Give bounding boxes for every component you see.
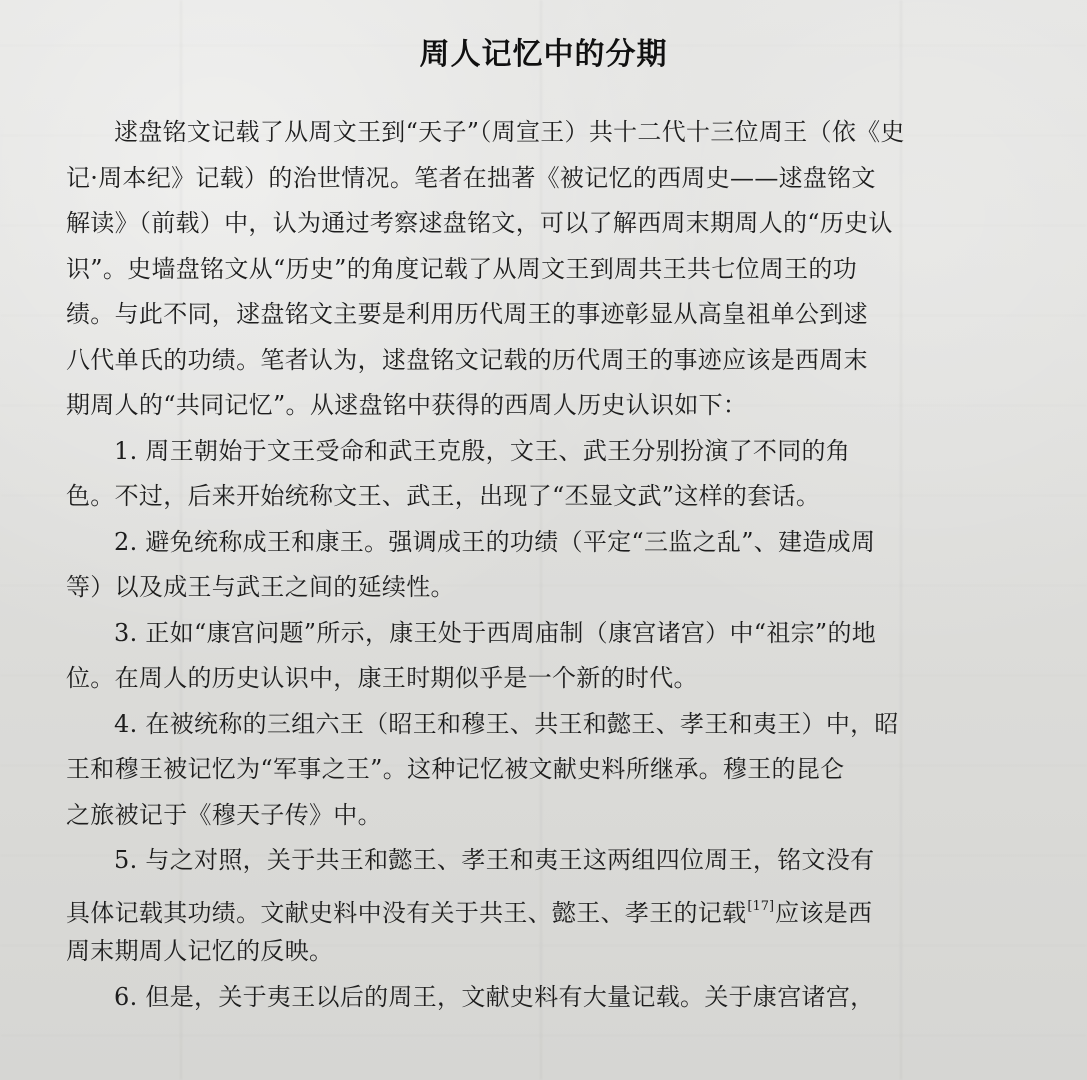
list-item-3-line: 3. 正如“康宫问题”所示，康王处于西周庙制（康宫诸宫）中“祖宗”的地 xyxy=(114,618,877,647)
list-item-2-line: 等）以及成王与武王之间的延续性。 xyxy=(66,573,455,601)
list-item-5-line: 5. 与之对照，关于共王和懿王、孝王和夷王这两组四位周王，铭文没有 xyxy=(114,846,875,874)
paragraph-line: 识”。史墙盘铭文从“历史”的角度记载了从周文王到周共王共七位周王的功 xyxy=(66,254,858,283)
footnote-marker[interactable]: [17] xyxy=(747,898,775,914)
list-item-4-line: 4. 在被统称的三组六王（昭王和穆王、共王和懿王、孝王和夷王）中，昭 xyxy=(114,709,899,738)
page-title: 周人记忆中的分期 xyxy=(419,37,668,72)
paragraph-line: 八代单氏的功绩。笔者认为，逑盘铭文记载的历代周王的事迹应该是西周末 xyxy=(66,345,868,374)
list-item-2-line: 2. 避免统称成王和康王。强调成王的功绩（平定“三监之乱”、建造成周 xyxy=(114,527,876,556)
paragraph-line: 期周人的“共同记忆”。从逑盘铭中获得的西周人历史认识如下： xyxy=(66,391,748,419)
list-item-5-tail: 应该是西 xyxy=(775,898,873,927)
list-item-5-line xyxy=(66,884,944,930)
paragraph-line: 解读》（前载）中，认为通过考察逑盘铭文，可以了解西周末期周人的“历史认 xyxy=(66,209,893,237)
list-item-5-line: 周末期周人记忆的反映。 xyxy=(66,937,334,965)
list-item-5-text: 具体记载其功绩。文献史料中没有关于共王、懿王、孝王的记载 xyxy=(66,898,747,927)
paragraph-line: 记·周本纪》记载）的治世情况。笔者在拙著《被记忆的西周史——逑盘铭文 xyxy=(66,163,876,192)
list-item-4-line: 之旅被记于《穆天子传》中。 xyxy=(66,800,382,829)
list-item-1-line: 1. 周王朝始于文王受命和武王克殷，文王、武王分别扮演了不同的角 xyxy=(114,436,851,465)
list-item-1-line: 色。不过，后来开始统称文王、武王，出现了“丕显文武”这样的套话。 xyxy=(66,482,821,510)
paragraph-line: 逑盘铭文记载了从周文王到“天子”（周宣王）共十二代十三位周王（依《史 xyxy=(114,118,905,146)
article-body xyxy=(66,110,944,1020)
paragraph-line: 绩。与此不同，逑盘铭文主要是利用历代周王的事迹彰显从高皇祖单公到逑 xyxy=(66,300,868,328)
list-item-6-line: 6. 但是，关于夷王以后的周王，文献史料有大量记载。关于康宫诸宫， xyxy=(114,982,875,1011)
list-item-3-line: 位。在周人的历史认识中，康王时期似乎是一个新的时代。 xyxy=(66,664,698,692)
list-item-4-line: 王和穆王被记忆为“军事之王”。这种记忆被文献史料所继承。穆王的昆仑 xyxy=(66,755,845,783)
